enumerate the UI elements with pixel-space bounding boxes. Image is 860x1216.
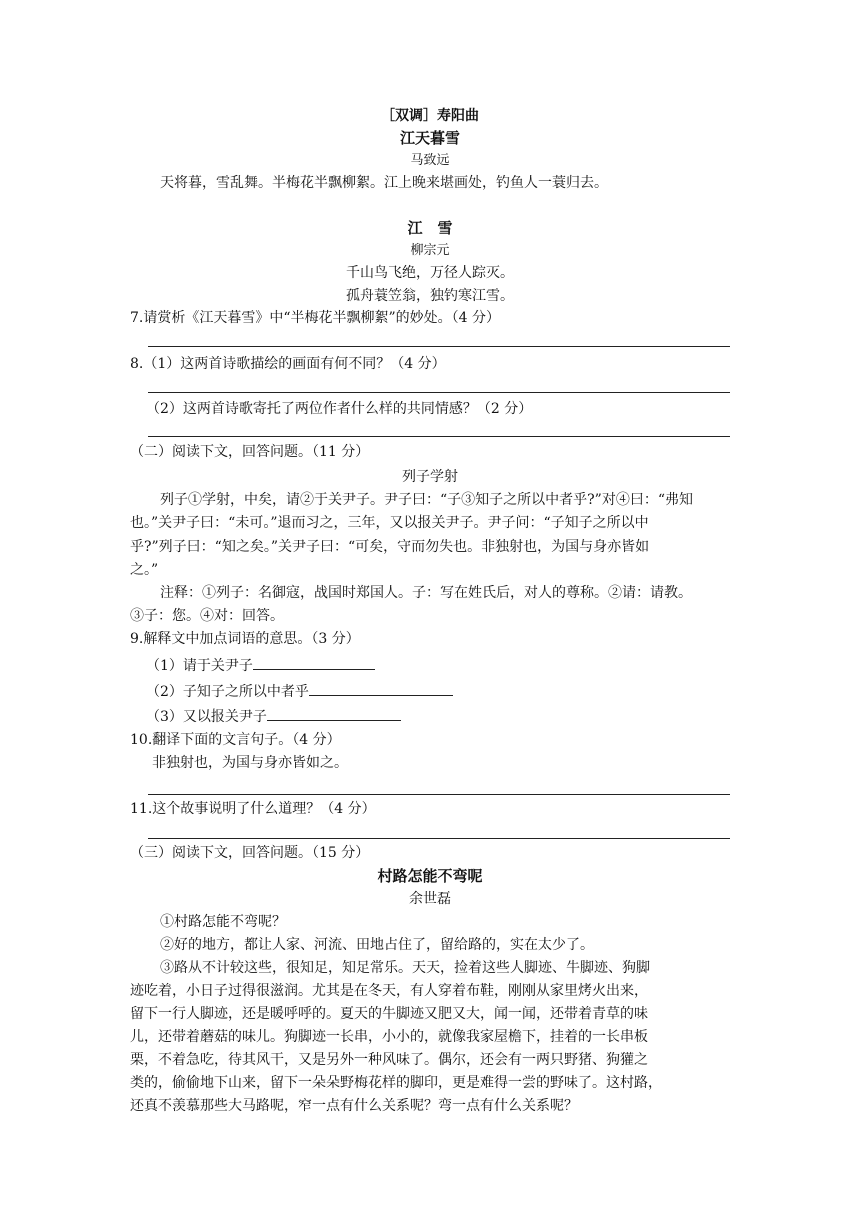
poem1-text: 天将暮，雪乱舞。半梅花半飘柳絮。江上晚来堪画处，钓鱼人一蓑归去。 <box>160 175 608 191</box>
answer-line-8-2 <box>148 436 730 437</box>
section3-para3-line2: 迹吃着，小日子过得很滋润。尤其是在冬天，有人穿着布鞋，刚刚从家里烤火出来， <box>130 983 648 999</box>
question-11: 11.这个故事说明了什么道理？（4 分） <box>130 801 376 817</box>
question-7: 7.请赏析《江天暮雪》中“半梅花半飘柳絮”的妙处。（4 分） <box>130 310 501 326</box>
poem2-line1: 千山鸟飞绝，万径人踪灭。 <box>346 265 514 281</box>
section3-author: 余世磊 <box>409 891 451 907</box>
answer-line-11 <box>148 838 730 839</box>
blank-9-2 <box>309 679 453 696</box>
blank-9-1 <box>253 653 375 670</box>
answer-line-7 <box>148 346 730 347</box>
question-9-item3-text: （3）又以报关尹子 <box>146 709 267 725</box>
poem1-author: 马致远 <box>410 153 450 168</box>
section2-note-line1: 注释：①列子：名御寇，战国时郑国人。子：写在姓氏后，对人的尊称。②请：请教。 <box>160 585 692 601</box>
section2-para-line2: 也。”关尹子曰：“未可。”退而习之，三年，又以报关尹子。尹子问：“子知子之所以中 <box>130 515 649 531</box>
section3-heading: （三）阅读下文，回答问题。（15 分） <box>130 845 370 861</box>
question-9-item2 <box>146 679 453 702</box>
section3-para3-line5: 栗，不着急吃，待其风干，又是另外一种风味了。偶尔，还会有一两只野猪、狗獾之 <box>130 1052 648 1068</box>
section3-para2: ②好的地方，都让人家、河流、田地占住了，留给路的，实在太少了。 <box>160 937 594 953</box>
section3-para3-line4: 儿，还带着蘑菇的味儿。狗脚迹一长串，小小的，就像我家屋檐下，挂着的一长串板 <box>130 1029 648 1045</box>
question-9-item3 <box>146 704 401 727</box>
section3-para1: ①村路怎能不弯呢？ <box>160 914 286 930</box>
section3-para3-line1: ③路从不计较这些，很知足，知足常乐。天天，捡着这些人脚迹、牛脚迹、狗脚 <box>160 960 650 976</box>
question-8-1: 8.（1）这两首诗歌描绘的画面有何不同？（4 分） <box>130 356 446 372</box>
question-10: 10.翻译下面的文言句子。（4 分） <box>130 732 341 748</box>
question-9: 9.解释文中加点词语的意思。（3 分） <box>130 631 360 647</box>
question-9-item1 <box>146 653 375 676</box>
section2-title: 列子学射 <box>402 469 458 485</box>
answer-line-8-1 <box>148 392 730 393</box>
section2-para-line3: 乎?”列子曰：“知之矣。”关尹子曰：“可矣，守而勿失也。非独射也，为国与身亦皆如 <box>130 539 650 555</box>
section3-para3-line3: 留下一行人脚迹，还是暖呼呼的。夏天的牛脚迹又肥又大，闻一闻，还带着青草的味 <box>130 1006 648 1022</box>
section3-para3-line6: 类的，偷偷地下山来，留下一朵朵野梅花样的脚印，更是难得一尝的野味了。这村路， <box>130 1075 662 1091</box>
question-10-sentence: 非独射也，为国与身亦皆如之。 <box>152 755 348 771</box>
poem2-title: 江 雪 <box>407 219 453 237</box>
question-8-2: （2）这两首诗歌寄托了两位作者什么样的共同情感？（2 分） <box>146 401 533 417</box>
question-9-item1-text: （1）请于关尹子 <box>146 658 253 674</box>
poem2-author: 柳宗元 <box>410 243 450 258</box>
section2-heading: （二）阅读下文，回答问题。（11 分） <box>130 444 370 460</box>
answer-line-10 <box>148 794 730 795</box>
section2-note-line2: ③子：您。④对：回答。 <box>130 608 284 624</box>
section3-title: 村路怎能不弯呢 <box>377 867 483 885</box>
poem2-line2: 孤舟蓑笠翁，独钓寒江雪。 <box>346 288 514 304</box>
section3-para3-line7: 还真不羡慕那些大马路呢，窄一点有什么关系呢？弯一点有什么关系呢？ <box>130 1098 578 1114</box>
section2-para-line1: 列子①学射，中矣，请②于关尹子。尹子曰：“子③知子之所以中者乎?”对④曰：“弗知 <box>160 492 693 508</box>
poem1-tune: ［双调］寿阳曲 <box>381 108 479 124</box>
question-9-item2-text: （2）子知子之所以中者乎 <box>146 684 309 700</box>
poem1-title: 江天暮雪 <box>399 129 460 147</box>
section2-para-line4: 之。” <box>130 562 159 578</box>
blank-9-3 <box>267 704 401 721</box>
